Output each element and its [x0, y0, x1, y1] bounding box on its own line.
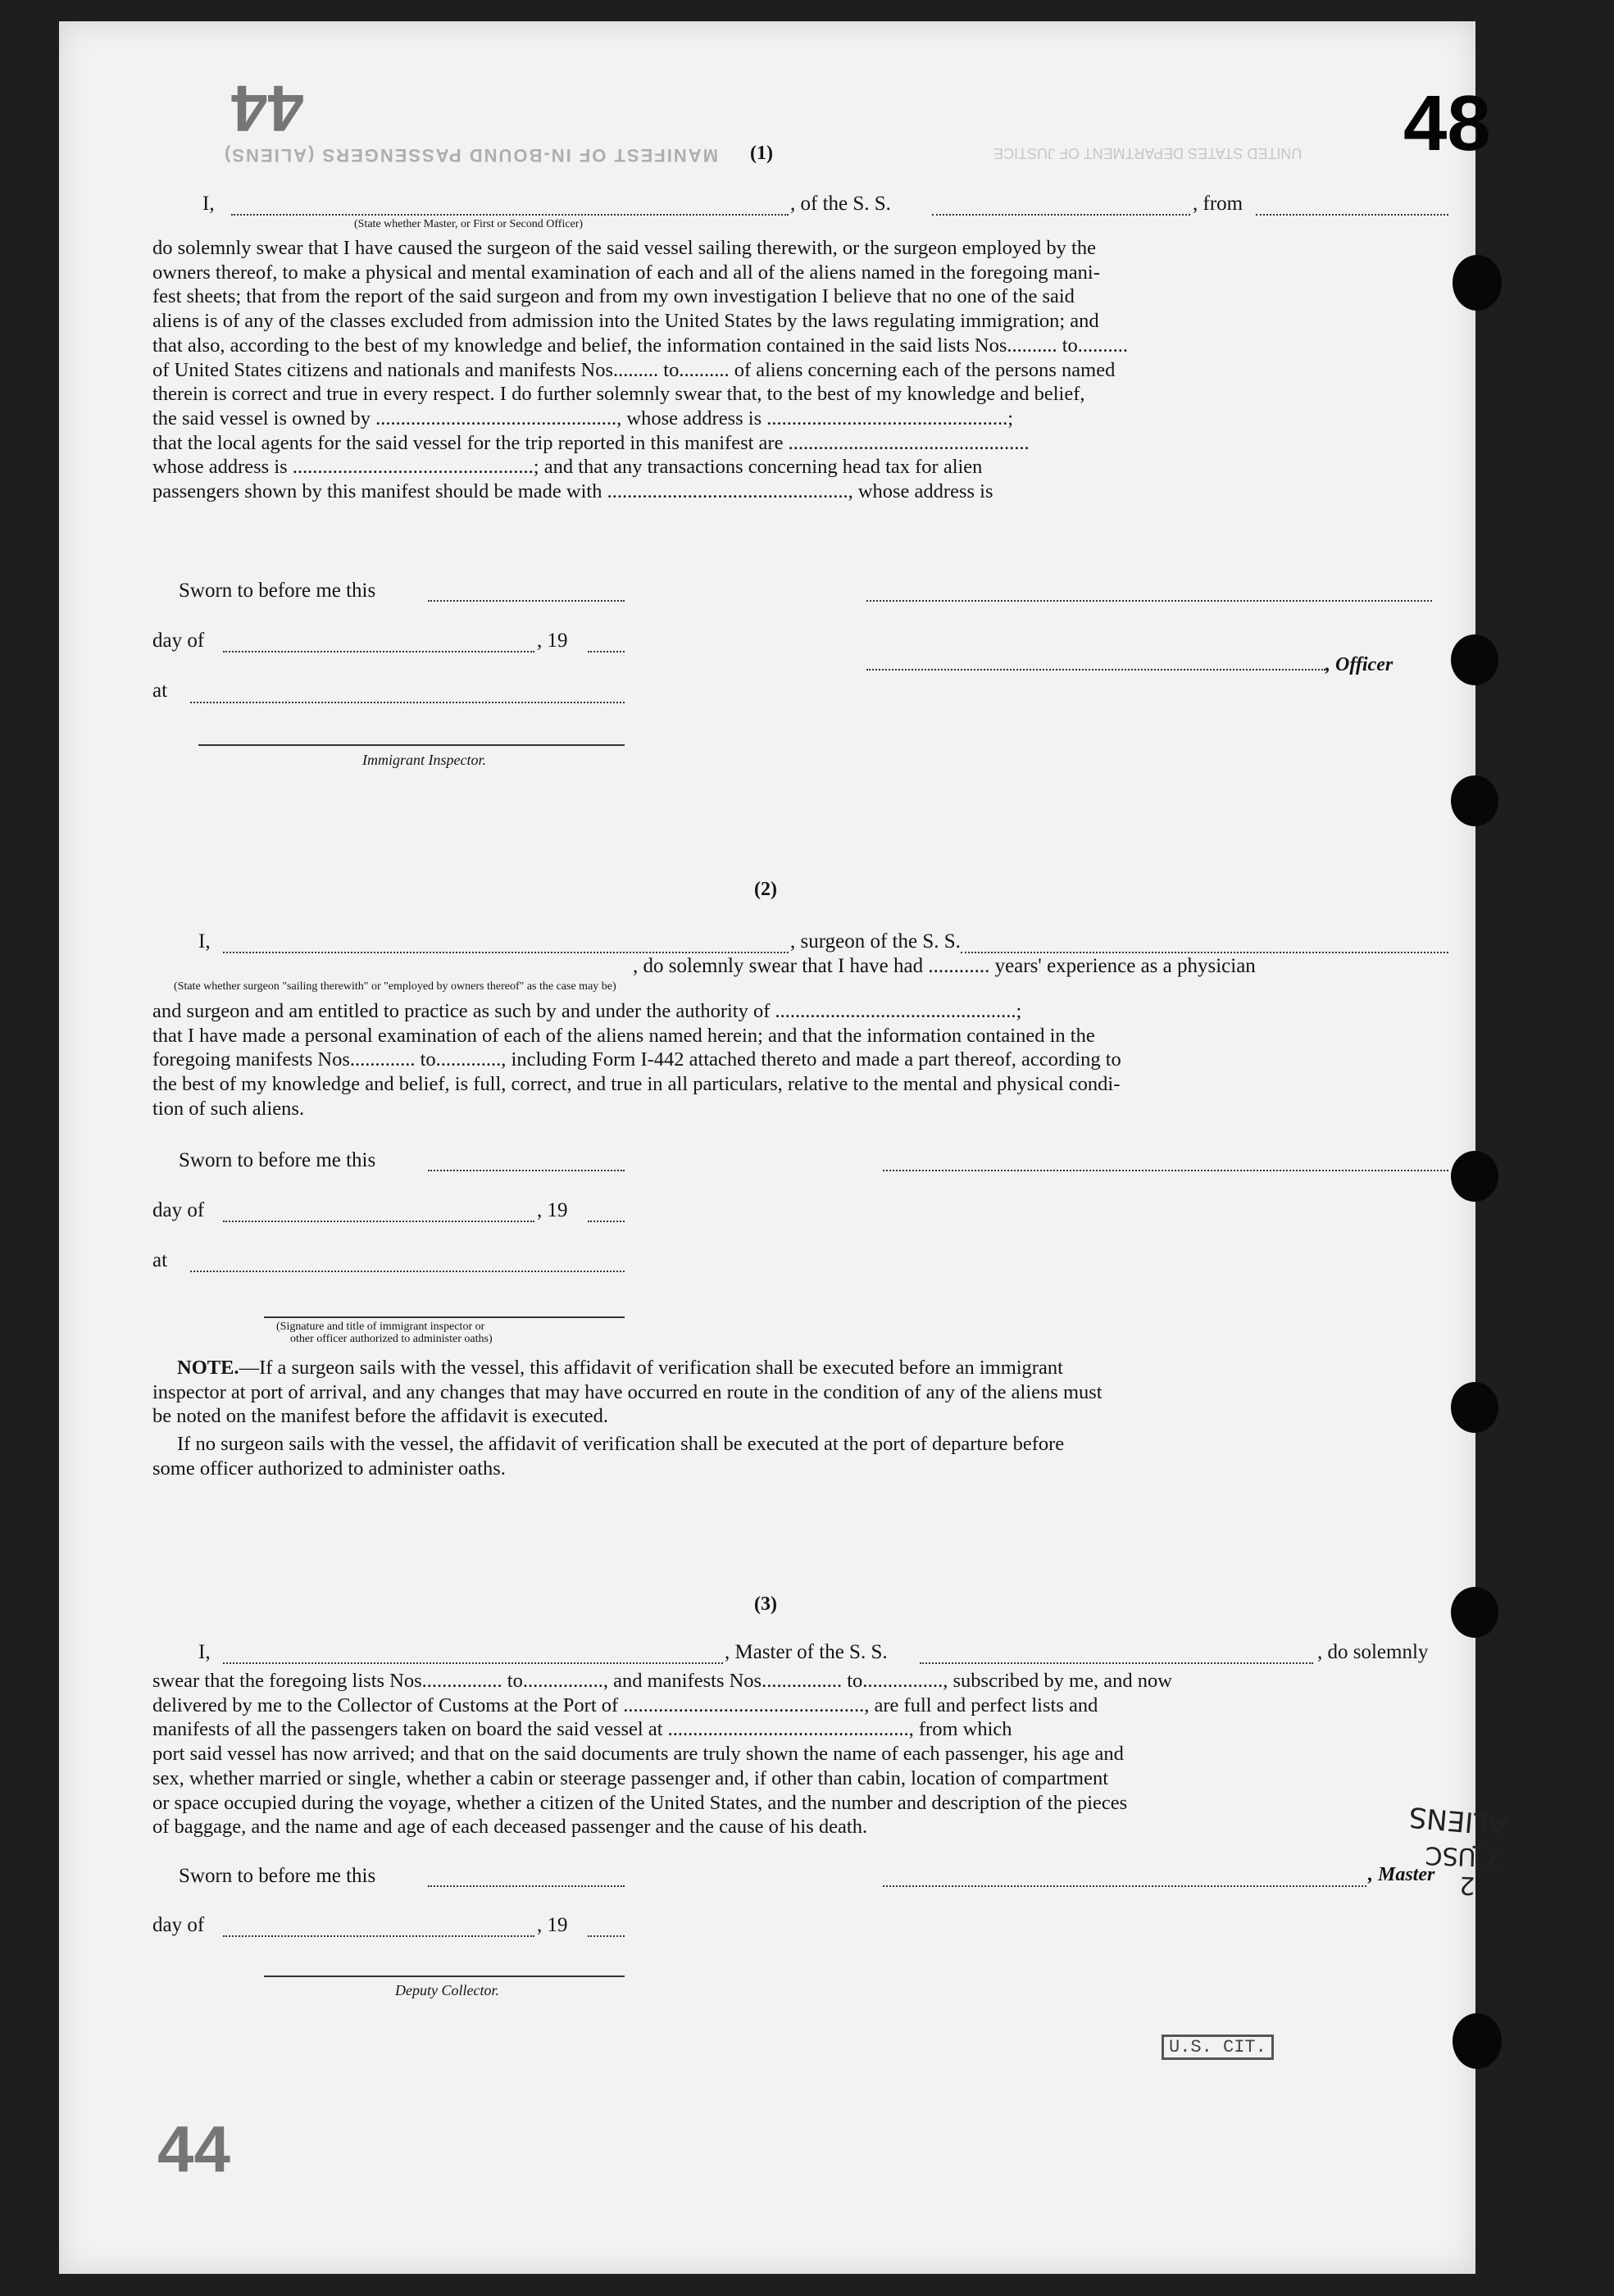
- s2-at-field[interactable]: [190, 1271, 625, 1272]
- s2-vessel-field[interactable]: [961, 952, 1448, 953]
- s3-body: [152, 1669, 1451, 1839]
- s1-inspector-line: [198, 744, 625, 746]
- s3-body-line-0: swear that the foregoing lists Nos................ to................, and manifests Nos................ to................, subscribed by me, and now: [152, 1670, 1172, 1692]
- stamp-bottom: 44: [157, 2112, 230, 2185]
- s2-line1-middle: , surgeon of the S. S.: [790, 930, 961, 952]
- s2-year-field[interactable]: [588, 1221, 625, 1222]
- s1-line1-middle: , of the S. S.: [790, 193, 891, 215]
- s3-body-line-6: of baggage, and the name and age of each deceased passenger and the cause of his death.: [152, 1816, 868, 1839]
- s2-day-of: day of: [152, 1199, 205, 1221]
- bleed-through-title: MANIFEST OF IN-BOUND PASSENGERS (ALIENS): [223, 145, 718, 166]
- s2-signature-note-1: (Signature and title of immigrant inspector or: [276, 1321, 485, 1333]
- handwritten-note-2: 2 USC: [1425, 1840, 1477, 1900]
- s2-signature-line: [264, 1316, 625, 1318]
- s2-note: [152, 1356, 1451, 1481]
- s2-body: [152, 999, 1451, 1121]
- s2-sworn: Sworn to before me this: [179, 1149, 376, 1171]
- section-2-number: (2): [754, 879, 777, 900]
- s1-body-line-6: therein is correct and true in every respect. I do further solemnly swear that, to the best of my knowledge and belief,: [152, 383, 1085, 406]
- s3-day-field[interactable]: [223, 1935, 534, 1937]
- s1-vessel-field[interactable]: [932, 214, 1190, 216]
- s1-body-line-3: aliens is of any of the classes excluded from admission into the United States by the laws regulating immigration; and: [152, 310, 1099, 333]
- s2-line2-note: (State whether surgeon "sailing therewith" or "employed by owners thereof" as the case may be): [174, 980, 616, 993]
- s3-sworn-field[interactable]: [428, 1885, 625, 1887]
- s2-surgeon-field[interactable]: [223, 952, 789, 953]
- s1-officer-field[interactable]: [231, 214, 789, 216]
- bottom-stamp-box: U.S. CIT.: [1162, 2035, 1274, 2060]
- punch-hole-3: [1451, 775, 1498, 826]
- s3-body-line-5: or space occupied during the voyage, whether a citizen of the United States, and the number and description of the pieces: [152, 1791, 1128, 1814]
- s1-at-field[interactable]: [190, 702, 625, 703]
- s1-body-line-1: owners thereof, to make a physical and mental examination of each and all of the aliens named in the foregoing mani-: [152, 261, 1100, 284]
- punch-hole-7: [1453, 2013, 1502, 2069]
- section-1-number: (1): [750, 143, 773, 164]
- s3-vessel-field[interactable]: [920, 1662, 1313, 1664]
- s1-line1-suffix: , from: [1193, 193, 1243, 215]
- s3-collector-line: [264, 1975, 625, 1977]
- s3-year: , 19: [537, 1914, 568, 1936]
- s2-surgeon-signature[interactable]: [883, 1170, 1448, 1171]
- punch-hole-1: [1453, 255, 1502, 311]
- s1-line1-note: (State whether Master, or First or Second Officer): [354, 218, 584, 230]
- s1-body-line-4: that also, according to the best of my knowledge and belief, the information contained in the said lists Nos.......... to..........: [152, 334, 1129, 357]
- manifest-page: [59, 21, 1509, 2274]
- s2-line1-prefix: I,: [198, 930, 211, 952]
- s1-body-line-0: do solemnly swear that I have caused the surgeon of the said vessel sailing therewith, or the surgeon employed by the: [152, 237, 1096, 259]
- s3-line1-middle: , Master of the S. S.: [725, 1641, 888, 1663]
- s2-at: at: [152, 1249, 168, 1271]
- s1-body-line-5: of United States citizens and nationals and manifests Nos......... to.......... of aliens concerning each of the persons named: [152, 358, 1116, 381]
- s2-note2-line-1: some officer authorized to administer oaths.: [152, 1457, 506, 1480]
- punch-hole-2: [1451, 634, 1498, 685]
- s1-body: [152, 236, 1451, 504]
- s1-body-line-2: fest sheets; that from the report of the said surgeon and from my own investigation I believe that no one of the said: [152, 285, 1075, 308]
- s1-body-line-10: passengers shown by this manifest should be made with ................................................, whose address is: [152, 480, 993, 503]
- s1-year: , 19: [537, 630, 568, 652]
- s1-sworn: Sworn to before me this: [179, 580, 376, 602]
- s1-officer-label: , Officer: [1325, 654, 1393, 675]
- punch-hole-6: [1451, 1587, 1498, 1638]
- s3-line1-prefix: I,: [198, 1641, 211, 1663]
- s2-note-text-0: —If a surgeon sails with the vessel, this affidavit of verification shall be executed before an immigrant: [239, 1357, 1063, 1379]
- stamp-top: 44: [231, 72, 304, 145]
- punch-hole-5: [1451, 1382, 1498, 1433]
- s1-day-of: day of: [152, 630, 205, 652]
- s2-body-line-4: tion of such aliens.: [152, 1097, 305, 1120]
- s2-note2-line-0: If no surgeon sails with the vessel, the affidavit of verification shall be executed at the port of departure before: [177, 1433, 1065, 1456]
- s3-body-line-2: manifests of all the passengers taken on board the said vessel at ................................................, from which: [152, 1718, 1012, 1741]
- s1-body-line-9: whose address is ................................................; and that any transactions concerning head tax for alien: [152, 456, 983, 479]
- s3-sworn: Sworn to before me this: [179, 1865, 376, 1887]
- s2-body-line-0: and surgeon and am entitled to practice as such by and under the authority of ................................................;: [152, 1000, 1022, 1022]
- s2-year: , 19: [537, 1199, 568, 1221]
- s2-body-line-3: the best of my knowledge and belief, is full, correct, and true in all particulars, relative to the mental and physical condi-: [152, 1073, 1121, 1096]
- s1-officer-line[interactable]: [866, 669, 1325, 671]
- s1-at: at: [152, 680, 168, 702]
- s2-signature-note-2: other officer authorized to administer oaths): [290, 1333, 493, 1345]
- s1-line1-prefix: I,: [202, 193, 215, 215]
- s1-day-field[interactable]: [223, 651, 534, 652]
- s3-master-field[interactable]: [223, 1662, 723, 1664]
- s2-body-line-2: foregoing manifests Nos............. to............., including Form I-442 attached thereto and made a part thereof, according to: [152, 1048, 1121, 1071]
- s3-year-field[interactable]: [588, 1935, 625, 1937]
- s3-master-label: , Master: [1368, 1864, 1435, 1885]
- s2-note-label: NOTE.: [177, 1357, 239, 1379]
- s3-line1-suffix: , do solemnly: [1317, 1641, 1429, 1663]
- s1-sworn-field[interactable]: [428, 600, 625, 602]
- s1-body-line-8: that the local agents for the said vessel for the trip reported in this manifest are ................................................: [152, 431, 1030, 454]
- s2-note-line-0: [152, 1356, 1451, 1380]
- s3-body-line-4: sex, whether married or single, whether a cabin or steerage passenger and, if other than cabin, location of compartment: [152, 1766, 1109, 1789]
- handwritten-note-1: 21 ALIENS: [1407, 1799, 1509, 1875]
- s1-year-field[interactable]: [588, 651, 625, 652]
- s3-master-signature[interactable]: [883, 1885, 1366, 1887]
- s3-body-line-3: port said vessel has now arrived; and that on the said documents are truly shown the name of each passenger, his age and: [152, 1743, 1124, 1766]
- s1-body-line-7: the said vessel is owned by ................................................, whose address is ................................................;: [152, 407, 1014, 430]
- section-3-number: (3): [754, 1594, 777, 1615]
- s1-inspector-label: Immigrant Inspector.: [362, 752, 486, 768]
- s2-note-line-2: be noted on the manifest before the affidavit is executed.: [152, 1405, 609, 1428]
- s1-officer-signature[interactable]: [866, 600, 1432, 602]
- s2-line2: , do solemnly swear that I have had ............ years' experience as a physician: [633, 955, 1256, 977]
- s2-note-line-1: inspector at port of arrival, and any changes that may have occurred en route in the condition of any of the aliens must: [152, 1380, 1103, 1403]
- s3-day-of: day of: [152, 1914, 205, 1936]
- s3-body-line-1: delivered by me to the Collector of Customs at the Port of ................................................, are full and perfect lists and: [152, 1694, 1098, 1716]
- s3-collector-label: Deputy Collector.: [395, 1982, 499, 1998]
- bleed-through-dept: UNITED STATES DEPARTMENT OF JUSTICE: [993, 145, 1303, 161]
- top-right-number: 48: [1403, 80, 1491, 167]
- s2-day-field[interactable]: [223, 1221, 534, 1222]
- s1-from-field[interactable]: [1256, 214, 1448, 216]
- s2-sworn-field[interactable]: [428, 1170, 625, 1171]
- punch-hole-4: [1451, 1151, 1498, 1202]
- s2-body-line-1: that I have made a personal examination of each of the aliens named herein; and that the information contained in the: [152, 1024, 1095, 1047]
